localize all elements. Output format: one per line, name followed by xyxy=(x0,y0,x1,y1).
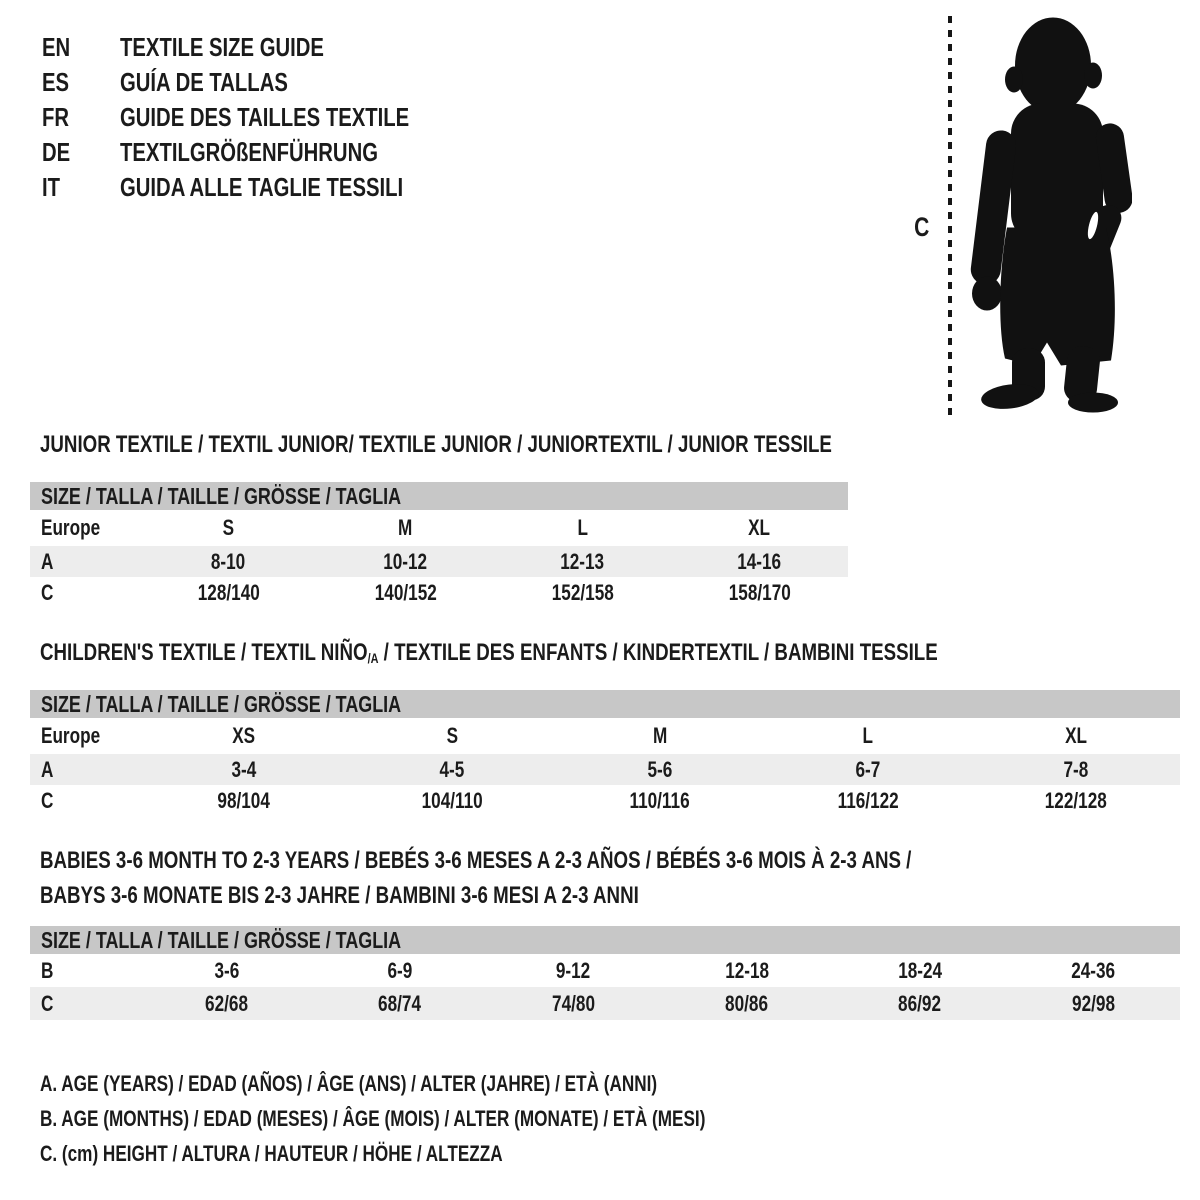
cell: 68/74 xyxy=(378,990,422,1016)
cell: 24-36 xyxy=(1071,957,1116,983)
language-label: GUÍA DE TALLAS xyxy=(120,67,288,97)
row-label: C xyxy=(41,787,54,813)
cell: 9-12 xyxy=(556,957,591,983)
cell: 12-18 xyxy=(724,957,769,983)
cell: 74/80 xyxy=(551,990,595,1016)
language-list xyxy=(42,30,491,205)
baby-silhouette-icon xyxy=(965,14,1132,414)
cell: 10-12 xyxy=(383,548,428,574)
language-row-es xyxy=(42,65,491,100)
table-row-height xyxy=(30,785,1180,816)
size-column: XL xyxy=(1065,723,1087,748)
height-measure-dashed-line xyxy=(948,16,952,416)
table-row-age xyxy=(30,754,1180,785)
size-column: L xyxy=(577,515,588,540)
cell: 14-16 xyxy=(737,548,782,574)
table-row-age xyxy=(30,546,848,577)
cell: 4-5 xyxy=(439,756,465,782)
cell: 140/152 xyxy=(374,579,437,605)
size-column: XL xyxy=(748,515,771,540)
size-header-bar: SIZE / TALLA / TAILLE / GRÖSSE / TAGLIA xyxy=(30,926,1180,954)
language-row-en xyxy=(42,30,491,65)
cell: 92/98 xyxy=(1071,990,1115,1016)
cell: 158/170 xyxy=(728,579,791,605)
row-label: B xyxy=(41,957,54,983)
cell: 6-9 xyxy=(387,957,413,983)
language-row-fr xyxy=(42,100,491,135)
cell: 18-24 xyxy=(898,957,942,983)
section-title-junior: JUNIOR TEXTILE / TEXTIL JUNIOR/ TEXTILE JUNIOR / JUNIORTEXTIL / JUNIOR TESSILE xyxy=(40,431,832,458)
language-label: GUIDE DES TAILLES TEXTILE xyxy=(120,102,410,132)
size-column: M xyxy=(652,723,668,748)
cell: 80/86 xyxy=(725,990,769,1016)
table-row-months xyxy=(30,954,1180,987)
language-label: TEXTILGRÖßENFÜHRUNG xyxy=(120,137,378,167)
subscript-a: /A xyxy=(367,650,379,666)
table-row-height xyxy=(30,577,848,608)
row-label: A xyxy=(41,548,54,574)
language-row-de xyxy=(42,135,491,170)
size-column: XS xyxy=(232,723,256,748)
legend-line-c: C. (cm) HEIGHT / ALTURA / HAUTEUR / HÖHE / ALTEZZA xyxy=(40,1140,503,1166)
cell: 12-13 xyxy=(560,548,605,574)
language-row-it xyxy=(42,170,491,205)
region-label: Europe xyxy=(41,723,101,748)
legend-line-a: A. AGE (YEARS) / EDAD (AÑOS) / ÂGE (ANS) / ALTER (JAHRE) / ETÀ (ANNI) xyxy=(40,1070,658,1096)
section-title-children: CHILDREN'S TEXTILE / TEXTIL NIÑO/A / TEXTILE DES ENFANTS / KINDERTEXTIL / BAMBINI TESSILE xyxy=(40,639,938,666)
language-label: GUIDA ALLE TAGLIE TESSILI xyxy=(120,172,404,202)
cell: 122/128 xyxy=(1044,787,1108,813)
measure-legend xyxy=(40,1066,893,1171)
cell: 98/104 xyxy=(217,787,271,813)
table-row-height xyxy=(30,987,1180,1020)
table-babies xyxy=(30,926,1180,1020)
table-row-columns xyxy=(30,510,848,546)
language-code: IT xyxy=(42,172,61,202)
table-junior xyxy=(30,482,848,608)
cell: 116/122 xyxy=(837,787,899,813)
section-title-babies: BABIES 3-6 MONTH TO 2-3 YEARS / BEBÉS 3-6 MESES A 2-3 AÑOS / BÉBÉS 3-6 MOIS À 2-3 ANS / BABYS 3-6 MONATE BIS 2-3 JAHRE / BAMBINI 3-6 MESI A 2-3 ANNI xyxy=(40,847,912,909)
cell: 3-4 xyxy=(231,756,257,782)
table-children xyxy=(30,690,1180,816)
language-code: DE xyxy=(42,137,71,167)
table-row-columns xyxy=(30,718,1180,754)
legend-line-b: B. AGE (MONTHS) / EDAD (MESES) / ÂGE (MOIS) / ALTER (MONATE) / ETÀ (MESI) xyxy=(40,1105,706,1131)
size-column: L xyxy=(862,723,874,748)
size-header-bar: SIZE / TALLA / TAILLE / GRÖSSE / TAGLIA xyxy=(30,482,848,510)
height-measure-label: C xyxy=(914,212,930,242)
cell: 6-7 xyxy=(855,756,881,782)
size-header-bar: SIZE / TALLA / TAILLE / GRÖSSE / TAGLIA xyxy=(30,690,1180,718)
size-column: M xyxy=(398,515,413,540)
language-code: ES xyxy=(42,67,70,97)
language-label: TEXTILE SIZE GUIDE xyxy=(120,32,324,62)
size-column: S xyxy=(222,515,235,540)
cell: 7-8 xyxy=(1063,756,1089,782)
cell: 86/92 xyxy=(898,990,942,1016)
row-label: C xyxy=(41,990,54,1016)
cell: 110/116 xyxy=(629,787,691,813)
cell: 8-10 xyxy=(211,548,246,574)
size-column: S xyxy=(446,723,458,748)
cell: 128/140 xyxy=(197,579,260,605)
cell: 5-6 xyxy=(647,756,673,782)
language-code: EN xyxy=(42,32,71,62)
row-label: A xyxy=(41,756,54,782)
cell: 3-6 xyxy=(214,957,240,983)
cell: 104/110 xyxy=(421,787,483,813)
cell: 62/68 xyxy=(205,990,249,1016)
region-label: Europe xyxy=(41,515,101,540)
cell: 152/158 xyxy=(551,579,614,605)
row-label: C xyxy=(41,579,54,605)
language-code: FR xyxy=(42,102,70,132)
